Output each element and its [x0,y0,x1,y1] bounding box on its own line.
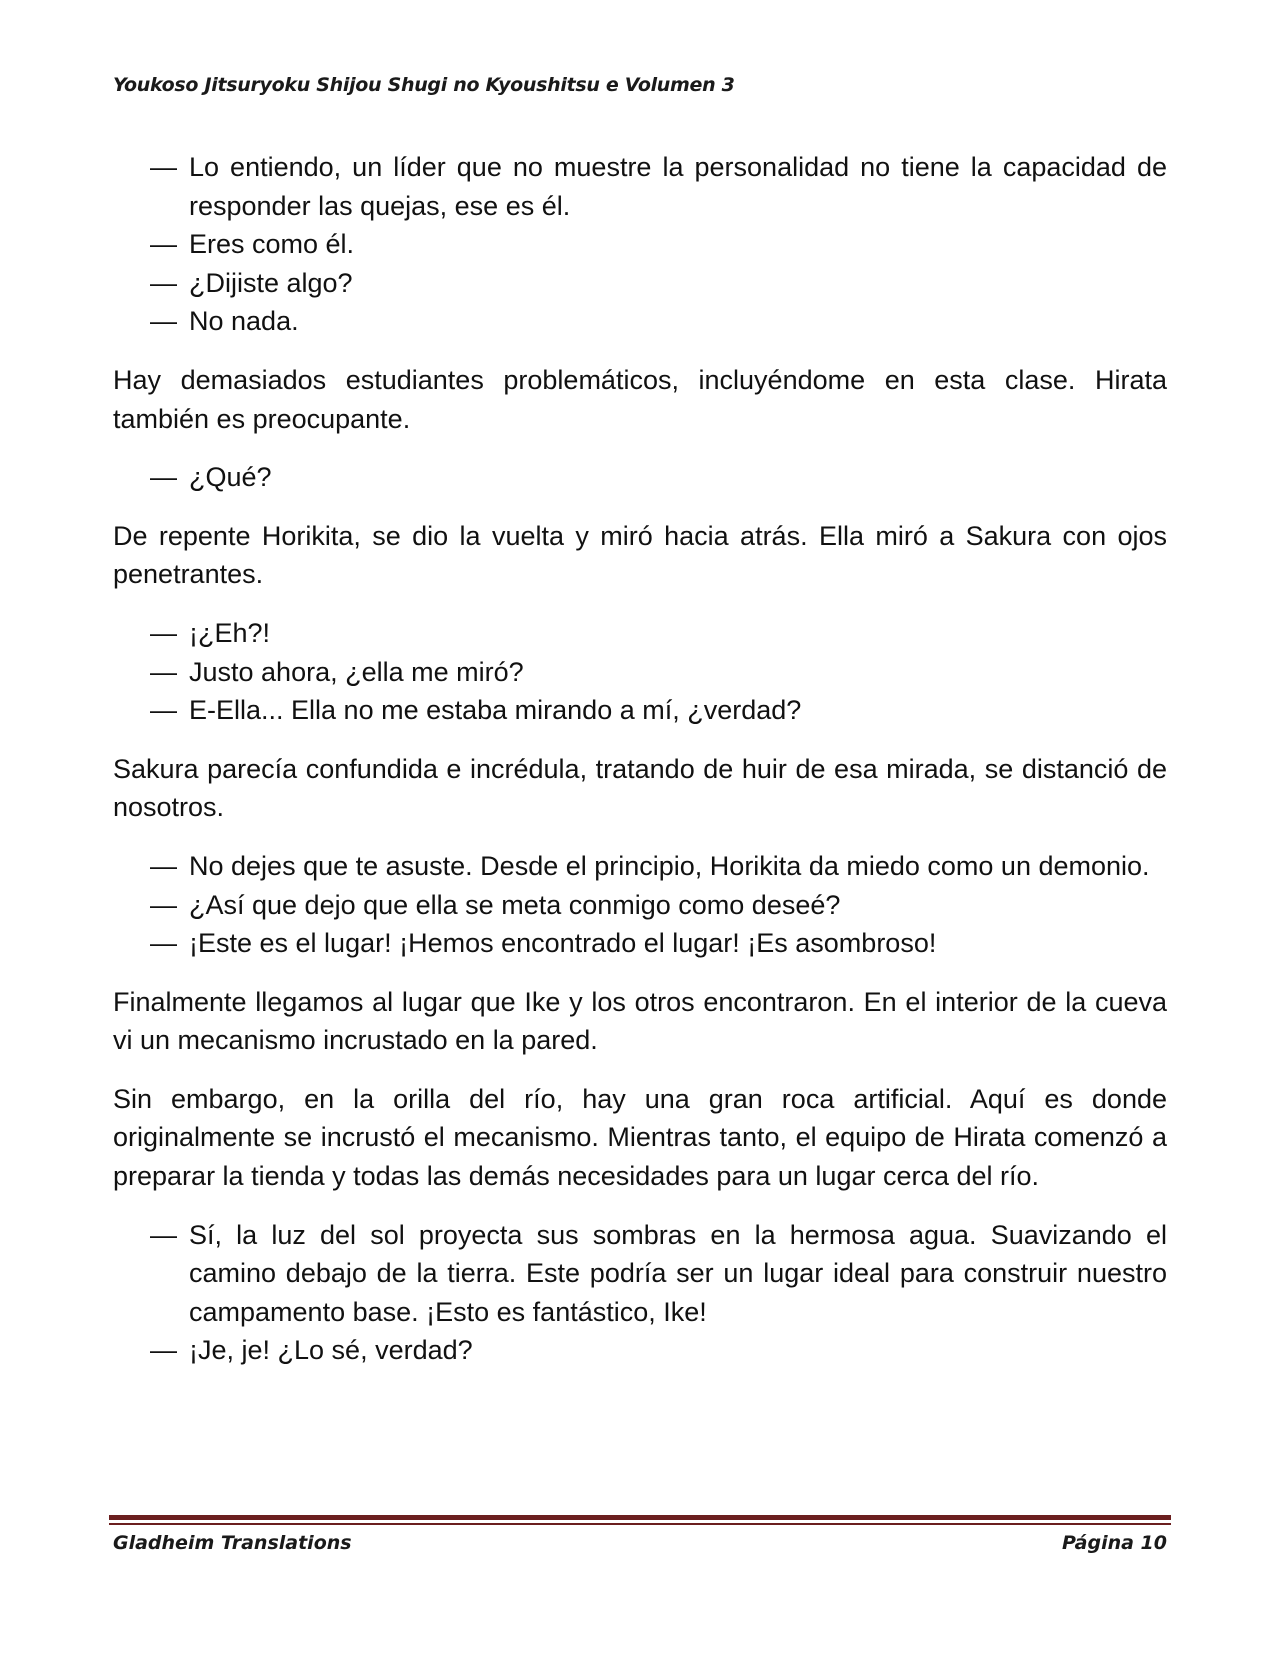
dialogue-line [113,691,1167,730]
dialogue-line [113,225,1167,264]
footer-page-number: Página 10 [1061,1532,1167,1554]
dialogue-block [113,148,1167,341]
dialogue-text: ¿Así que dejo que ella se meta conmigo como deseé? [189,889,841,920]
dialogue-dash: — [150,1335,177,1366]
dialogue-block [113,458,1167,497]
dialogue-line [113,148,1167,225]
dialogue-text: ¡¿Eh?! [189,617,271,648]
dialogue-dash: — [150,656,177,687]
dialogue-text: ¡Este es el lugar! ¡Hemos encontrado el lugar! ¡Es asombroso! [189,928,937,959]
dialogue-text: Lo entiendo, un líder que no muestre la personalidad no tiene la capacidad de responder las quejas, ese es él. [189,152,1167,221]
narrative-paragraph: Sin embargo, en la orilla del río, hay una gran roca artificial. Aquí es donde originalmente se incrustó el mecanismo. Mientras tanto, el equipo de Hirata comenzó a preparar la tienda y todas las demás necesidades para un lugar cerca del río. [113,1083,1167,1192]
dialogue-dash: — [150,850,177,881]
dialogue-dash: — [150,462,177,493]
dialogue-block [113,614,1167,730]
dialogue-dash: — [150,889,177,920]
dialogue-line [113,264,1167,303]
dialogue-text: No dejes que te asuste. Desde el principio, Horikita da miedo como un demonio. [189,850,1150,881]
page-header-title: Youkoso Jitsuryoku Shijou Shugi no Kyoushitsu e Volumen 3 [113,74,735,96]
dialogue-block [113,847,1167,963]
dialogue-line [113,302,1167,341]
dialogue-line [113,1331,1167,1370]
dialogue-line [113,886,1167,925]
narrative-paragraph: Finalmente llegamos al lugar que Ike y los otros encontraron. En el interior de la cueva vi un mecanismo incrustado en la pared. [113,986,1167,1056]
dialogue-dash: — [150,695,177,726]
dialogue-line [113,1216,1167,1332]
dialogue-dash: — [150,1219,177,1250]
page-body [113,148,1167,1390]
dialogue-text: Justo ahora, ¿ella me miró? [189,656,524,687]
dialogue-dash: — [150,617,177,648]
dialogue-line [113,653,1167,692]
dialogue-text: Eres como él. [189,229,355,260]
dialogue-text: ¿Qué? [189,462,272,493]
dialogue-dash: — [150,306,177,337]
dialogue-dash: — [150,152,177,182]
footer-rule-thin [109,1523,1171,1525]
dialogue-text: ¿Dijiste algo? [189,267,353,298]
dialogue-text: Sí, la luz del sol proyecta sus sombras en la hermosa agua. Suavizando el camino debajo de la tierra. Este podría ser un lugar ideal para construir nuestro campamento base. ¡Esto es fantástico, Ike! [189,1219,1167,1327]
dialogue-text: No nada. [189,306,299,337]
dialogue-block [113,1216,1167,1370]
dialogue-line [113,458,1167,497]
dialogue-line [113,847,1167,886]
dialogue-text: E-Ella... Ella no me estaba mirando a mí, ¿verdad? [189,695,802,726]
dialogue-dash: — [150,267,177,298]
dialogue-dash: — [150,928,177,959]
narrative-paragraph: De repente Horikita, se dio la vuelta y miró hacia atrás. Ella miró a Sakura con ojos penetrantes. [113,520,1167,590]
dialogue-line [113,614,1167,653]
narrative-paragraph: Hay demasiados estudiantes problemáticos, incluyéndome en esta clase. Hirata también es preocupante. [113,364,1167,434]
footer-publisher: Gladheim Translations [113,1532,352,1554]
footer-rule-thick [109,1515,1171,1520]
dialogue-text: ¡Je, je! ¿Lo sé, verdad? [189,1335,473,1366]
dialogue-line [113,924,1167,963]
narrative-paragraph: Sakura parecía confundida e incrédula, tratando de huir de esa mirada, se distanció de nosotros. [113,753,1167,823]
dialogue-dash: — [150,229,177,260]
